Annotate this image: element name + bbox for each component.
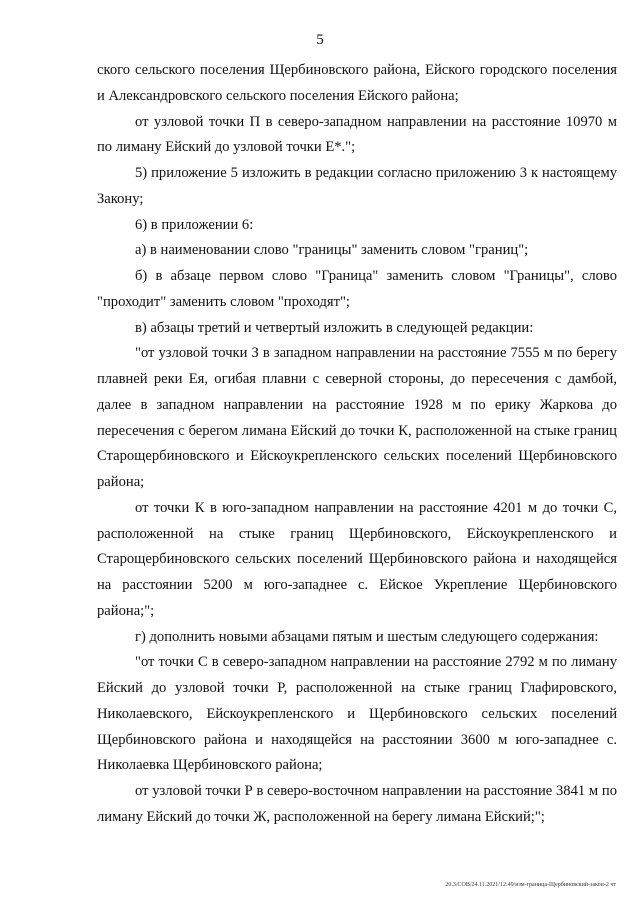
paragraph: "от точки С в северо-западном направлении на расстояние 2792 м по лиману Ейский до узловой точки Р, расположенной на стыке границ Глафировского, Николаевского, Ейскоукрепленского и Щербиновского сельских поселений Щербиновского района и находящейся на расстоянии 3600 м юго-западнее с. Николаевка Щербиновского района;: [97, 654, 617, 774]
paragraph: от узловой точки П в северо-западном направлении на расстояние 10970 м по лиману Ейский до узловой точки Е*.";: [97, 113, 617, 156]
paragraph: 5) приложение 5 изложить в редакции согласно приложению 3 к настоящему Закону;: [97, 165, 617, 207]
paragraph: в) абзацы третий и четвертый изложить в следующей редакции:: [135, 319, 534, 336]
paragraph-continuation: ского сельского поселения Щербиновского района, Ейского городского поселения и Александровского сельского поселения Ейского района;: [97, 62, 617, 104]
paragraph: г) дополнить новыми абзацами пятым и шестым следующего содержания:: [135, 628, 599, 645]
paragraph: от точки К в юго-западном направлении на расстояние 4201 м до точки С, расположенной на стыке границ Щербиновского, Ейскоукрепленского и Старощербиновского сельских поселений Щербиновского района и находящейся на расстоянии 5200 м юго-западнее с. Ейское Укрепление Щербиновского района;";: [97, 499, 617, 619]
page-number: 5: [316, 32, 324, 48]
paragraph: а) в наименовании слово "границы" заменить словом "границ";: [135, 242, 529, 259]
document-body: [97, 58, 617, 831]
document-footer: 20.3/СОВ/24.11.2021/12:49/изм-граница-Щербиновский-закон-2 чт: [445, 882, 616, 888]
paragraph: 6) в приложении 6:: [135, 216, 254, 233]
paragraph: "от узловой точки З в западном направлении на расстояние 7555 м по берегу плавней реки Ея, огибая плавни с северной стороны, до пересечения с дамбой, далее в западном направлении на расстояние 1928 м по ерику Жаркова до пересечения с берегом лимана Ейский до точки К, расположенной на стыке границ Старощербиновского и Ейскоукрепленского сельских поселений Щербиновского района;: [97, 345, 617, 490]
paragraph: от узловой точки Р в северо-восточном направлении на расстояние 3841 м по лиману Ейский до точки Ж, расположенной на берегу лимана Ейский;";: [97, 783, 617, 825]
paragraph: б) в абзаце первом слово "Граница" заменить словом "Границы", слово "проходит" заменить словом "проходят";: [97, 268, 617, 310]
